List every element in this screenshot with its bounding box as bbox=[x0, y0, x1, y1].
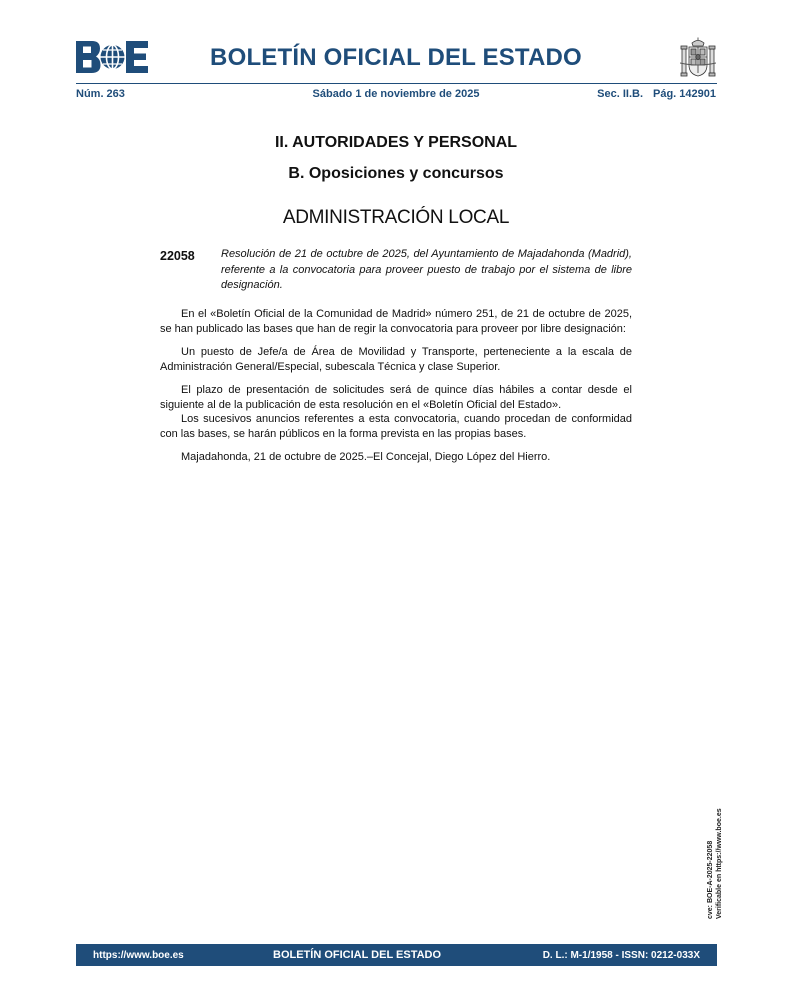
footer-url-link[interactable]: https://www.boe.es bbox=[93, 950, 184, 961]
signature-paragraph: Majadahonda, 21 de octubre de 2025.–El Concejal, Diego López del Hierro. bbox=[181, 451, 551, 463]
verification-note bbox=[706, 719, 724, 919]
issue-number: Núm. 263 bbox=[76, 88, 125, 100]
verification-text: Verificable en https://www.boe.es bbox=[716, 808, 723, 919]
issue-date: Sábado 1 de noviembre de 2025 bbox=[312, 88, 480, 100]
coat-of-arms-icon bbox=[680, 37, 716, 79]
section-heading: II. AUTORIDADES Y PERSONAL bbox=[274, 134, 518, 151]
body-paragraph: Los sucesivos anuncios referentes a esta convocatoria, cuando procedan de conformidad con las bases, se harán públicos en la forma prevista en las propias bases. bbox=[160, 413, 632, 440]
cve-code: cve: BOE-A-2025-22058 bbox=[707, 840, 714, 919]
section-page-info bbox=[597, 88, 716, 100]
footer-legal-info: D. L.: M-1/1958 - ISSN: 0212-033X bbox=[542, 950, 700, 961]
page-label: Pág. 142901 bbox=[653, 88, 716, 100]
footer-title: BOLETÍN OFICIAL DEL ESTADO bbox=[273, 949, 442, 961]
boe-logo bbox=[76, 41, 148, 73]
body-paragraph: En el «Boletín Oficial de la Comunidad de Madrid» número 251, de 21 de octubre de 2025, se han publicado las bases que han de regir la convocatoria para proveer por libre designación: bbox=[160, 308, 632, 335]
body-paragraph: Un puesto de Jefe/a de Área de Movilidad y Transporte, perteneciente a la escala de Administración General/Especial, subescala Técnica y clase Superior. bbox=[160, 346, 632, 373]
header-divider bbox=[76, 83, 717, 84]
subsection-heading: B. Oposiciones y concursos bbox=[288, 165, 504, 182]
document-body bbox=[160, 307, 632, 474]
administration-heading: ADMINISTRACIÓN LOCAL bbox=[282, 207, 510, 228]
document-number: 22058 bbox=[160, 249, 195, 263]
resolution-title: Resolución de 21 de octubre de 2025, del Ayuntamiento de Majadahonda (Madrid), referente a la convocatoria para proveer puesto de trabajo por el sistema de libre designación. bbox=[221, 248, 632, 291]
footer-bar bbox=[76, 944, 717, 966]
section-label: Sec. II.B. bbox=[597, 88, 643, 100]
header-title: BOLETÍN OFICIAL DEL ESTADO bbox=[210, 44, 582, 71]
body-paragraph: El plazo de presentación de solicitudes será de quince días hábiles a contar desde el siguiente al de la publicación de esta resolución en el «Boletín Oficial del Estado». bbox=[160, 384, 632, 411]
